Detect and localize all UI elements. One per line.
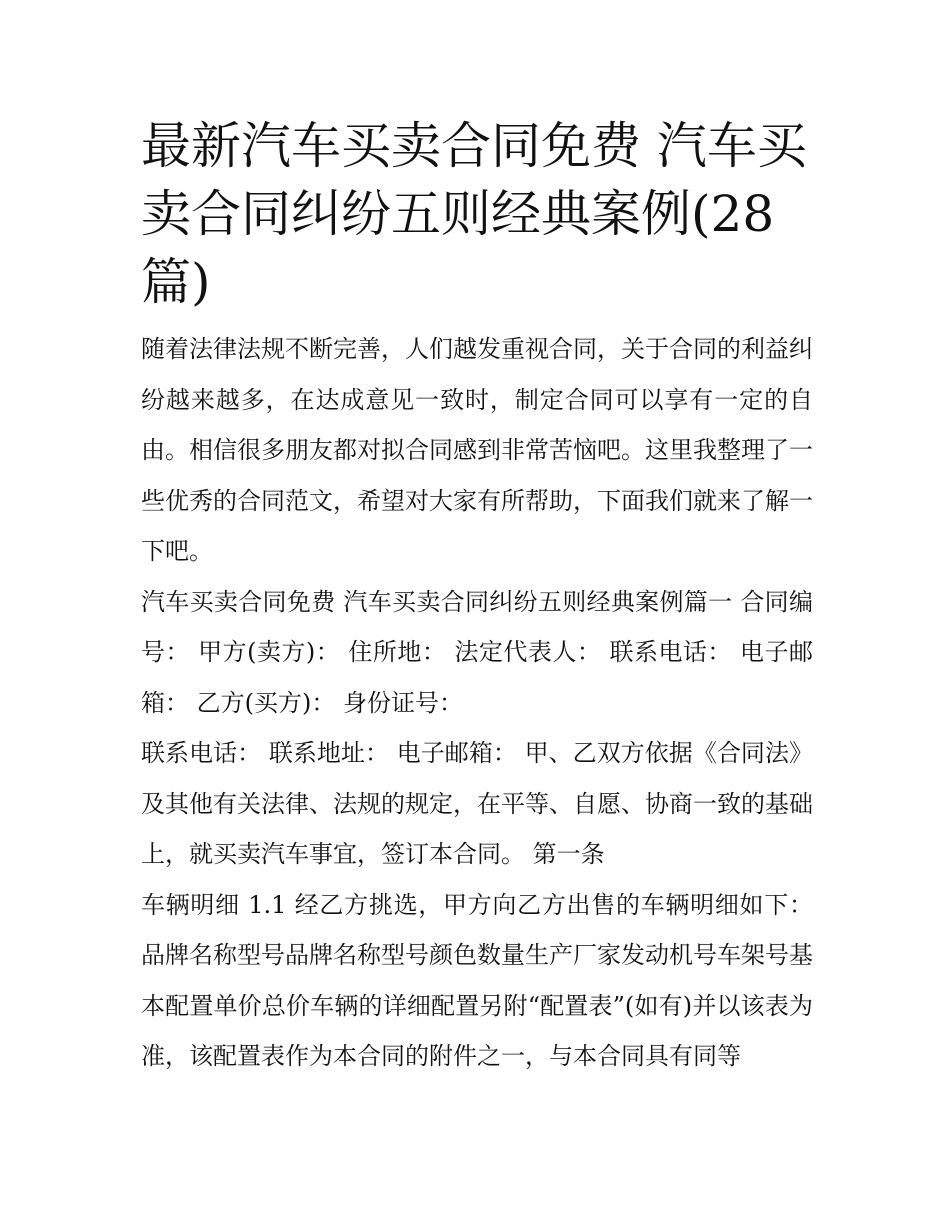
document-page <box>141 112 813 1082</box>
paragraph-intro: 随着法律法规不断完善，人们越发重视合同，关于合同的利益纠纷越来越多，在达成意见一致时，制定合同可以享有一定的自由。相信很多朋友都对拟合同感到非常苦恼吧。这里我整理了一些优秀的合同范文，希望对大家有所帮助，下面我们就来了解一下吧。 <box>141 335 813 565</box>
paragraph-vehicle-details: 车辆明细 1.1 经乙方挑选，甲方向乙方出售的车辆明细如下：品牌名称型号品牌名称型号颜色数量生产厂家发动机号车架号基本配置单价总价车辆的详细配置另附“配置表”(如有)并以该表为准，该配置表作为本合同的附件之一，与本合同具有同等 <box>141 890 813 1070</box>
paragraph-contact-basis: 联系电话： 联系地址： 电子邮箱： 甲、乙双方依据《合同法》及其他有关法律、法规的规定，在平等、自愿、协商一致的基础上，就买卖汽车事宜，签订本合同。 第一条 <box>141 739 813 868</box>
paragraph-contract-header: 汽车买卖合同免费 汽车买卖合同纠纷五则经典案例篇一 合同编号： 甲方(卖方)： 住所地： 法定代表人： 联系电话： 电子邮箱： 乙方(买方)： 身份证号： <box>141 587 813 717</box>
document-title: 最新汽车买卖合同免费 汽车买卖合同纠纷五则经典案例(28篇) <box>141 117 807 311</box>
